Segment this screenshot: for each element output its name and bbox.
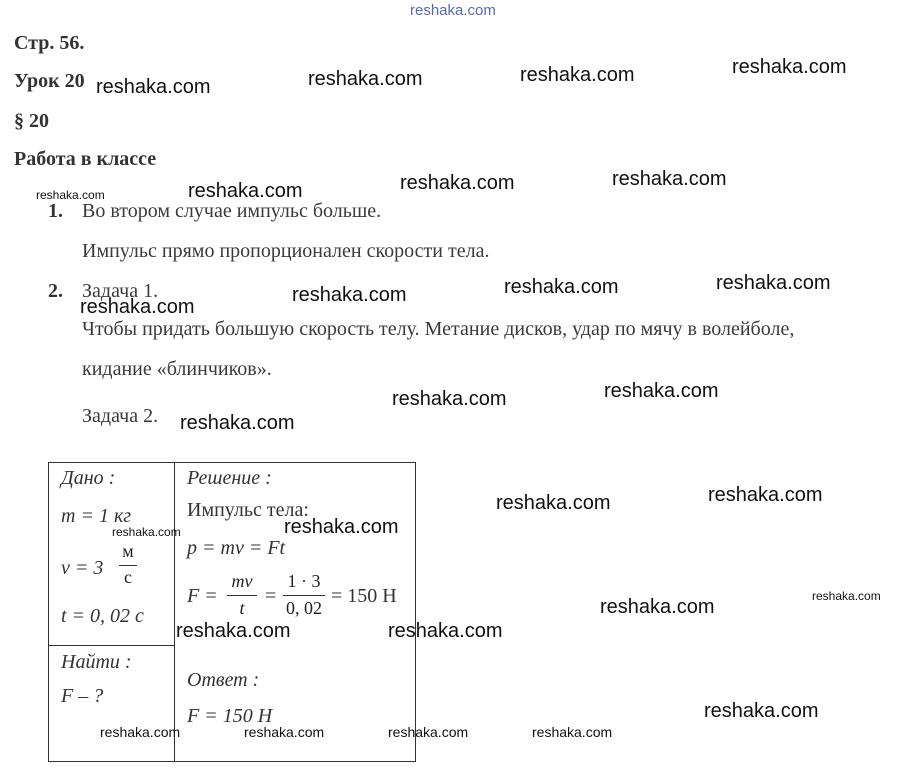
fraction-numerator: mv — [231, 571, 253, 591]
fraction-bar — [119, 565, 137, 566]
solution-table — [48, 462, 416, 762]
watermark: reshaka.com — [388, 620, 503, 642]
table-divider — [174, 463, 175, 761]
watermark: reshaka.com — [604, 380, 719, 402]
given-time: t = 0, 02 с — [61, 605, 144, 627]
answer-value: F = 150 Н — [187, 705, 273, 727]
impulse-label: Импульс тела: — [187, 499, 309, 521]
watermark: reshaka.com — [400, 172, 515, 194]
watermark: reshaka.com — [80, 296, 195, 318]
watermark-small: reshaka.com — [812, 589, 881, 603]
given-label: Дано : — [61, 467, 116, 489]
find-value: F – ? — [61, 685, 104, 707]
watermark-small: reshaka.com — [112, 525, 181, 539]
watermark: reshaka.com — [716, 272, 831, 294]
watermark: reshaka.com — [176, 620, 291, 642]
given-velocity: v = 3 — [61, 557, 104, 579]
given-mass: m = 1 кг — [61, 505, 132, 527]
fraction-denominator: 0, 02 — [286, 598, 322, 618]
answer-label: Ответ : — [187, 669, 260, 691]
watermark: reshaka.com — [284, 516, 399, 538]
answer-line: Импульс прямо пропорционален скорости тела. — [82, 240, 490, 262]
watermark: reshaka.com — [180, 412, 295, 434]
force-result: = 150 Н — [331, 585, 397, 607]
page-reference: Стр. 56. — [14, 32, 85, 54]
watermark: reshaka.com — [392, 388, 507, 410]
watermark: reshaka.com — [708, 484, 823, 506]
watermark: reshaka.com — [704, 700, 819, 722]
fraction-bar — [227, 595, 257, 596]
watermark-small: reshaka.com — [244, 724, 325, 740]
section-heading: Работа в классе — [14, 148, 157, 170]
watermark-small: reshaka.com — [388, 724, 469, 740]
answer-line: Во втором случае импульс больше. — [82, 200, 382, 222]
watermark-small: reshaka.com — [532, 724, 613, 740]
answer-line: Чтобы придать большую скорость телу. Метание дисков, удар по мячу в волейболе, — [82, 318, 795, 340]
fraction-bar — [283, 595, 325, 596]
lesson-heading: Урок 20 — [14, 70, 85, 92]
impulse-formula: p = mv = Ft — [187, 537, 286, 559]
answer-line: кидание «блинчиков». — [82, 358, 272, 380]
paragraph-heading: § 20 — [14, 110, 49, 132]
velocity-unit-numerator: м — [122, 541, 134, 561]
solution-label: Решение : — [187, 467, 272, 489]
watermark: reshaka.com — [496, 492, 611, 514]
watermark: reshaka.com — [612, 168, 727, 190]
watermark-small: reshaka.com — [36, 188, 105, 202]
watermark: reshaka.com — [520, 64, 635, 86]
watermark: reshaka.com — [292, 284, 407, 306]
table-divider — [49, 645, 174, 646]
velocity-unit-denominator: с — [124, 567, 132, 587]
equals-sign: = — [265, 585, 277, 607]
item-number: 1. — [48, 200, 63, 222]
watermark: reshaka.com — [308, 68, 423, 90]
fraction-denominator: t — [239, 598, 245, 618]
force-formula-left: F = — [187, 585, 218, 607]
watermark: reshaka.com — [96, 76, 211, 98]
watermark: reshaka.com — [732, 56, 847, 78]
item-number: 2. — [48, 280, 63, 302]
watermark-small: reshaka.com — [100, 724, 181, 740]
task-label: Задача 2. — [82, 405, 159, 427]
top-watermark: reshaka.com — [410, 2, 496, 19]
fraction-numerator: 1 · 3 — [287, 571, 321, 591]
find-label: Найти : — [61, 651, 132, 673]
watermark: reshaka.com — [504, 276, 619, 298]
watermark: reshaka.com — [600, 596, 715, 618]
task-label: Задача 1. — [82, 280, 159, 302]
watermark: reshaka.com — [188, 180, 303, 202]
